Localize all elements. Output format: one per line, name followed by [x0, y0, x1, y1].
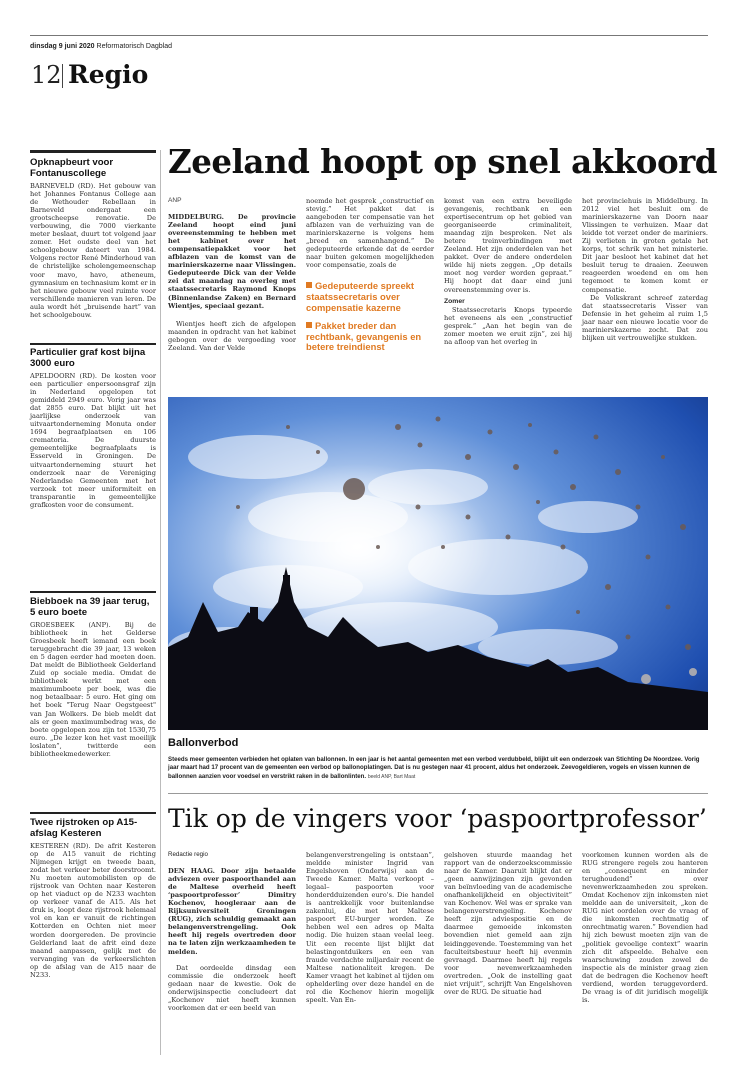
balloon-photo — [168, 397, 708, 730]
main-col-4 — [582, 197, 708, 342]
paragraph: Staatssecretaris Knops typeerde het eveneens als een „constructief gesprek.” „Aan het begin van de zomer moeten we eruit zijn”, zei hij na afloop van het overleg in — [444, 305, 572, 346]
paragraph: gelshoven stuurde maandag het rapport van de onderzoekscommissie naar de Kamer. Daaruit blijkt dat er „geen aanwijzingen zijn gevonden van beïnvloeding van de academische onafhankelijkheid en objectiviteit” van Kochenov. Wel was er sprake van belangenverstrengeling. Kochenov heeft zijn adviespositie en de daarmee gemoeide inkomsten bovendien niet gemeld aan zijn leidinggevende. Toestemming van het faculteitsbestuur heeft hij evenmin gevraagd. Daarmee heeft hij regels voor nevenwerkzaamheden overtreden. „Ook de instelling gaat niet vrijuit”, schrijft Van Engelshoven over de RUG. De situatie had — [444, 851, 572, 996]
date-text: dinsdag 9 juni 2020 — [30, 43, 95, 50]
byline: Redactie regio — [168, 851, 208, 858]
pull-quote — [306, 281, 434, 313]
sidebar-item-graf — [30, 347, 156, 509]
lead-paragraph: MIDDELBURG. De provincie Zeeland hoopt eind juni overeenstemming te hebben met het kabinet over het compensatiepakket voor het afblazen van de komst van de marinierskazerne naar Vlissingen. Gedeputeerde Dick van der Velde zei dat maandag na overleg met staatssecretaris Raymond Knops (Binnenlandse Zaken) en Bernard Wientjes, speciaal gezant. — [168, 213, 296, 310]
second-headline: Tik op de vingers voor ‘paspoortprofessor’ — [168, 804, 707, 833]
sidebar-item-biebboek — [30, 596, 156, 758]
second-col-4 — [582, 851, 708, 1004]
sidebar-body: GROESBEEK (ANP). Bij de bibliotheek in het Gelderse Groesbeek heeft iemand een boek teruggebracht die 39 jaar, 13 weken en 5 dagen eerder had moeten doen. Dat meldt de Bibliotheek Gelderland Zuid op sociale media. Omdat de bibliotheek werkt met een maximumboete per boek, was die nog betaalbaar: 5 euro. Het ging om het boek "Terug Naar Oegstgeest" van Jan Wolkers. De bieb meldt dat als er geen maximumbedrag was, de boete opgelopen zou zijn tot 1530,75 euro. „De lezer kon het vast moeilijk loslaten”, twitterde een bibliotheekmedewerker. — [30, 621, 156, 758]
paragraph: Dat oordeelde dinsdag een commissie die onderzoek heeft gedaan naar de kwestie. Ook de onderwijsinspectie concludeert dat „Kochenov niet heeft kunnen voorkomen dat er een beeld van — [168, 963, 296, 1012]
paragraph: belangenverstrengeling is ontstaan”, meldde minister Ingrid van Engelshoven (Onderwijs) aan de Tweede Kamer. Malta verkoopt –legaal– paspoorten voor honderdduizenden euro's. Die handel is aantrekkelijk voor buitenlandse zakenlui, die met het Maltese paspoort EU-burger worden. Ze hebben wel een adres op Malta nodig. Die huizen staan veelal leeg. Uit een recente lijst blijkt dat belastingontduikers en een van fraude verdachte miljardair recent de Maltese nationaliteit kregen. De Kamer vraagt het kabinet al tijden om ophelderling over deze handel en de rol die Kochenov hierin mogelijk speelt. Van En- — [306, 851, 434, 1004]
square-bullet-icon — [306, 282, 312, 288]
page-number: 12 — [31, 61, 62, 89]
paragraph: voorkomen kunnen worden als de RUG strengere regels zou hanteren en „consequent en minder terughoudend” over nevenwerkzaamheden zou spreken. Omdat Kochenov zijn inkomsten niet meldde aan de universiteit, „kon de RUG niet oordelen over de vraag of die inkomsten rechtmatig of onrechtmatig waren.” Bovendien had hij zich bewust moeten zijn van de „politiek gevoelige context” waarin zich dit afspeelde. Behalve een waarschuwing zouden zowel de inspectie als de minister graag zien dat de bedragen die Kochenov heeft verdiend, worden teruggevorderd. De vraag is of dit juridisch mogelijk is. — [582, 851, 708, 1004]
photo-credit: beeld ANP, Bart Maat — [367, 773, 416, 780]
main-col-2 — [306, 197, 434, 353]
sidebar-item-fontanus — [30, 157, 156, 319]
sidebar-title: Opknapbeurt voor Fontanuscollege — [30, 157, 114, 179]
paper-name: Reformatorisch Dagblad — [96, 43, 173, 50]
pull-quote — [306, 321, 434, 353]
byline: ANP — [168, 197, 182, 204]
second-col-2 — [306, 851, 434, 1004]
main-col-3 — [444, 197, 572, 346]
square-bullet-icon — [306, 322, 312, 328]
paragraph: De Volkskrant schreef zaterdag dat staatssecretaris Visser van Defensie in het geheim al ruim 1,5 jaar naar een nieuwe locatie voor de marinierskazerne zocht. Dat zou blijken uit vertrouwelijke stukken. — [582, 293, 708, 342]
subheading: Zomer — [444, 297, 465, 305]
quote-text: Pakket breder dan rechtbank, gevangenis en betere treindienst — [306, 320, 422, 353]
paragraph: noemde het gesprek „constructief en stevig.” Het pakket dat is aangeboden ter compensatie van het afblazen van de verhuizing van de marinierskazerne is volgens hem „breed en samenhangend.” De gedeputeerde erkende dat de eerder naar buiten gekomen mogelijkheden voor compensatie, zoals de — [306, 197, 434, 270]
lead-paragraph: DEN HAAG. Door zijn betaalde adviezen over paspoorthandel aan de Maltese overheid heeft ‘paspoortprofessor’ Dimitry Kochenov, hoogleraar aan de Rijksuniversiteit Groningen (RUG), zich schuldig gemaakt aan belangenverstrengeling. Ook heeft hij regels overtreden door na te laten zijn werkzaamheden te melden. — [168, 867, 296, 956]
paragraph: Wientjes heeft zich de afgelopen maanden in opdracht van het kabinet gebogen over de vergoeding voor Zeeland. Van der Velde — [168, 319, 296, 352]
sidebar-item-a15 — [30, 817, 156, 979]
section-title: Regio — [68, 60, 149, 89]
sidebar-body: KESTEREN (RD). De afrit Kesteren op de A15 vanuit de richting Nijmegen krijgt en tweede baan, zodat het verkeer beter doorstroomt. Nu moeten automobilisten op de rijstrook van Ochten naar Kesteren op het viaduct op de N233 wachten op verkeer vanaf de A15. Als het druk is, loopt deze rijstrook helemaal vol en kan er vanuit de richtingen Kotterden en Ochten niet meer worden doorgereden. De provincie Gelderland laat de afrit eind deze maand aanpassen, gelijk met de vervanging van de verkeerslichten op de afslag van de A15 naar de N233. — [30, 842, 156, 979]
photo-caption — [168, 756, 708, 781]
balloons-sky-icon — [168, 397, 708, 730]
sidebar-body: APELDOORN (RD). De kosten voor een particulier enpersoonsgraf zijn in Nederland opgelopen tot gemiddeld 2949 euro. Vorig jaar was dat 2855 euro. Dat blijkt uit het jaarlijkse onderzoek van uitvaartonderneming Monuta onder 1694 begraafplaatsen en 106 crematoria. De duurste gemeentelijke begraafplaats is Esserveld in Groningen. De uitvaartonderneming stuurt het onderzoek naar de Vereniging Nederlandse Gemeenten met het verzoek tot meer uniformiteit en transparantie in gemeentelijke grafkosten voor de consument. — [30, 372, 156, 509]
sidebar-title: Particulier graf kost bijna 3000 euro — [30, 347, 146, 369]
paragraph: komst van een extra beveiligde gevangenis, rechtbank en een expertisecentrum op het gebied van georganiseerde criminaliteit, maandag zijn besproken. Net als betere treinverbindingen met Zeeland. Het zijn onderdelen van het pakket. Over de andere onderdelen wilde hij niets zeggen. „Op details moet nog verder worden gepraat.” Hij hoopt dat daar eind juni overeenstemming over is. — [444, 197, 572, 294]
caption-text: Steeds meer gemeenten verbieden het oplaten van ballonnen. In een jaar is het aantal gemeenten met een verbod verdubbeld, blijkt uit een onderzoek van Stichting De Noordzee. Vorig jaar maart had 17 procent van de gemeenten een verbod op ballonoplatingen. Dat is nu gestegen naar 41 procent, aldus het onderzoek. Zeevogeldieren, vogels en vissen kunnen de ballonnen aanzien voor voedsel en verstrikt raken in de ballonlinten. — [168, 756, 700, 780]
photo-title: Ballonverbod — [168, 737, 239, 749]
second-col-1 — [168, 851, 296, 1012]
main-col-1 — [168, 197, 296, 352]
second-col-3 — [444, 851, 572, 996]
quote-text: Gedeputeerde spreekt staatssecretaris over compensatie kazerne — [306, 280, 414, 313]
page-date — [30, 43, 172, 50]
main-headline: Zeeland hoopt op snel akkoord — [168, 142, 717, 181]
sidebar-title: Twee rijstroken op A15-afslag Kesteren — [30, 817, 138, 839]
paragraph: het provinciehuis in Middelburg. In 2012 viel het besluit om de marinierskazerne van Doorn naar Vlissingen te verhuizen. Maar dat leidde tot verzet onder de mariniers. Zij verlieten in groten getale het korps, tot schrik van het ministerie. Dit jaar besloot het kabinet dat het besluit terug te draaien. Zeeuwen reageerden woedend en om hen tegemoet te komen komt er compensatie. — [582, 197, 708, 294]
sidebar-title: Biebboek na 39 jaar terug, 5 euro boete — [30, 596, 150, 618]
sidebar-body: BARNEVELD (RD). Het gebouw van het Johannes Fontanus College aan de Wethouder Rebellaan in Barneveld ondergaat een grootscheepse renovatie. De verbouwing, die 7000 vierkante meter beslaat, duurt tot volgend jaar zomer. Het oudste deel van het schoolgebouw dateert van 1984. Volgens rector René Minderhoud van de christelijke scholengemeenschap voor mavo, havo, atheneum, gymnasium en technasium komt er in het nieuwe gebouw veel ruimte voor verschillende manieren van leren. De aula wordt hét „bruisende hart” van het schoolgebouw. — [30, 182, 156, 319]
